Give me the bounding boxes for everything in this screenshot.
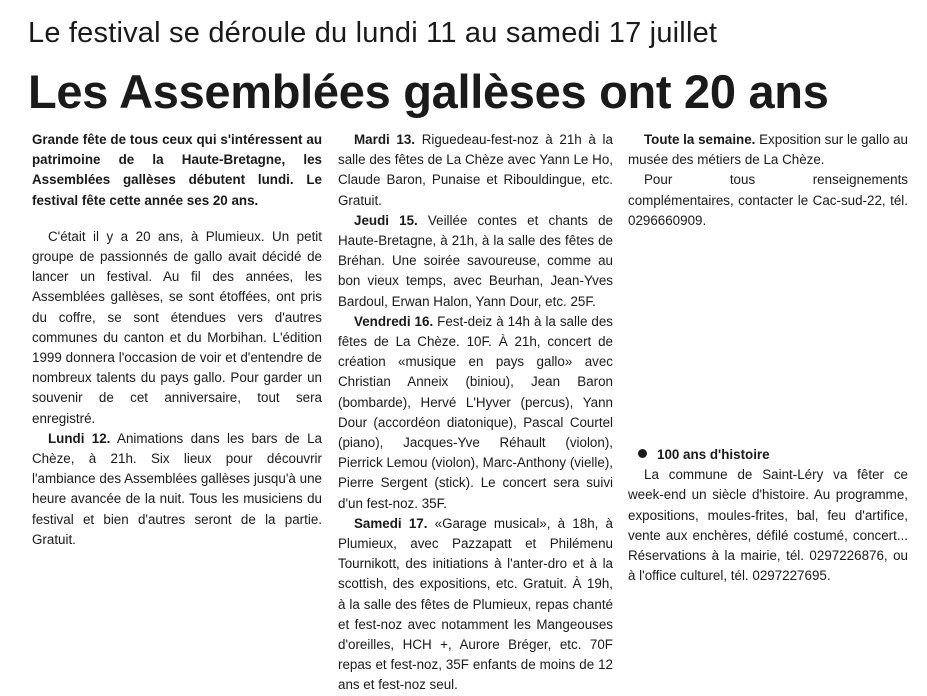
program-item-jeudi <box>338 211 613 312</box>
article-surtitle: Le festival se déroule du lundi 11 au samedi 17 juillet <box>28 17 718 49</box>
sidebar-body: La commune de Saint-Léry va fêter ce week-end un siècle d'histoire. Au programme, expositions, moules-frites, bal, feu d'artifice, vente aux enchères, défilé costumé, concert... Réservations à la mairie, tél. 0297226876, ou à l'office culturel, tél. 0297227695. <box>628 467 908 584</box>
program-day: Samedi 17. <box>354 515 428 531</box>
article-headline: Les Assemblées gallèses ont 20 ans <box>28 65 829 118</box>
program-item-mardi <box>338 130 613 211</box>
program-item-lundi <box>32 429 322 550</box>
program-day: Jeudi 15. <box>354 212 418 228</box>
program-text: Veillée contes et chants de Haute-Bretagne, à 21h, à la salle des fêtes de Bréhan. Une soirée savoureuse, comme au bon vieux temps, avec Beurhan, Jean-Yves Bardoul, Erwan Halon, Yann Dour, etc. 25F. <box>338 212 614 309</box>
program-text: «Garage musical», à 18h, à Plumieux, avec Pazzapatt et Philémenu Tournikott, des initiations à l'anter-dro et à la scottish, des expositions, etc. Gratuit. À 19h, à la salle des fêtes de Plumieux, repas chanté et fest-noz avec notamment les Mangeouses d'oreilles, HCH +, Aurore Bréger, etc. 70F repas et fest-noz, 35F enfants de moins de 12 ans et fest-noz seul. <box>338 515 613 693</box>
article-lead: Grande fête de tous ceux qui s'intéressent au patrimoine de la Haute-Bretagne, les Assemblées gallèses débutent lundi. Le festival fête cette année ses 20 ans. <box>32 132 322 208</box>
sidebar-title: 100 ans d'histoire <box>657 447 770 462</box>
program-text: Fest-deiz à 14h à la salle des fêtes de La Chèze. 10F. À 21h, concert de création «musique en pays gallo» avec Christian Anneix (biniou), Jean Baron (bombarde), Hervé L'Hyver (percus), Yann Dour (accordéon diatonique), Pascal Courtel (piano), Jacques-Yve Réhault (violon), Pierrick Lemou (violon), Marc-Anthony (vielle), Pierre Sergent (stick). Le concert sera suivi d'un fest-noz. 35F. <box>338 313 613 511</box>
program-text: Exposition sur le gallo au musée des métiers de La Chèze. <box>628 132 909 168</box>
program-item-vendredi <box>338 312 613 514</box>
article-column-2 <box>338 130 613 696</box>
program-item-semaine <box>628 130 908 170</box>
article-contact: Pour tous renseignements complémentaires, contacter le Cac-sud-22, tél. 0296660909. <box>628 172 908 228</box>
article-column-1 <box>32 130 322 550</box>
program-day: Toute la semaine. <box>644 132 756 147</box>
program-text: Riguedeau-fest-noz à 21h à la salle des fêtes de La Chèze avec Yann Le Ho, Claude Baron, Punaise et Ribouldingue, etc. Gratuit. <box>338 132 613 208</box>
program-day: Lundi 12. <box>48 430 111 446</box>
sidebar-brief <box>628 445 908 586</box>
bullet-icon <box>638 449 647 458</box>
program-item-samedi <box>338 514 613 696</box>
article-intro-paragraph: C'était il y a 20 ans, à Plumieux. Un petit groupe de passionnés de gallo avait décidé de lancer un festival. Au fil des années, les Assemblées gallèses, se sont étoffées, ont pris du coffre, se sont étendues vers d'autres communes du canton et du Morbihan. L'édition 1999 donnera l'occasion de voir et d'entendre de nombreux talents du pays gallo. Pour garder un souvenir de cet anniversaire, tout sera enregistré. <box>32 228 322 426</box>
program-day: Mardi 13. <box>354 132 416 147</box>
sidebar-title-row <box>628 445 908 465</box>
article-column-3 <box>628 130 908 231</box>
program-day: Vendredi 16. <box>354 313 434 329</box>
program-text: Animations dans les bars de La Chèze, à 21h. Six lieux pour découvrir l'ambiance des Assemblées gallèses jusqu'à une heure avancée de la nuit. Tous les musiciens du festival et bien d'autres seront de la partie. Gratuit. <box>32 430 322 547</box>
